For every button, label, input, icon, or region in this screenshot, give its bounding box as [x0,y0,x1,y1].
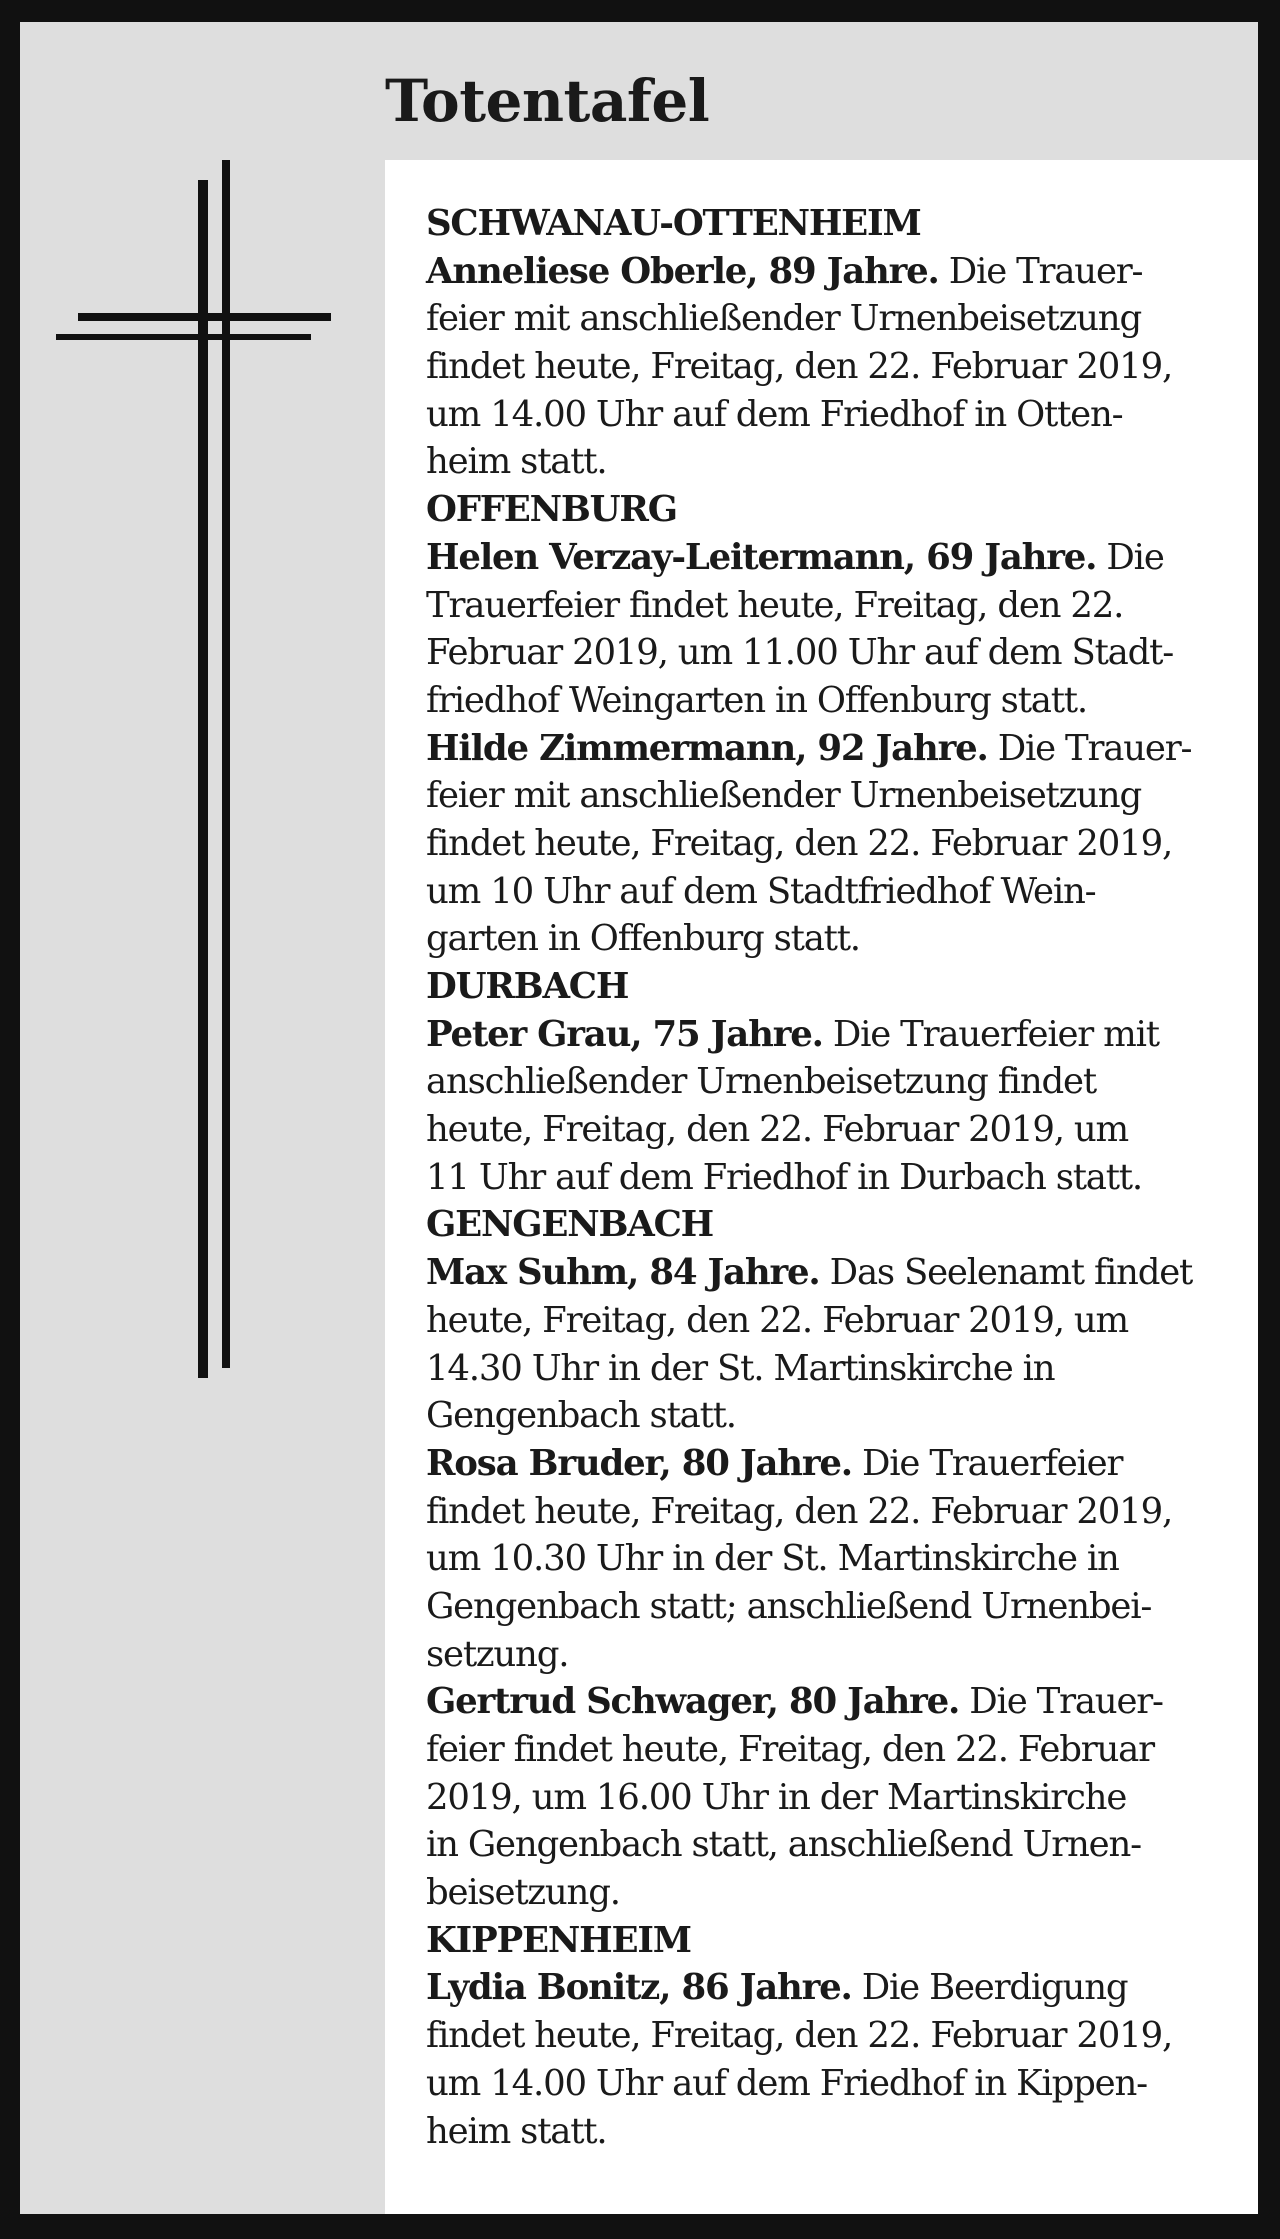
cross-horizontal-bar-2 [56,334,311,340]
text-line [426,1774,1236,1822]
entry-name: Lydia Bonitz, 86 Jahre. [426,1967,852,2009]
entry-text: anschließender Urnenbeisetzung findet [426,1061,1096,1103]
entry-text: friedhof Weingarten in Offenburg statt. [426,679,1087,721]
entry-text: Die Beerdigung [851,1967,1128,2009]
entry-text: garten in Offenburg statt. [426,918,860,960]
text-line [426,1011,1236,1059]
entry-text: um 10.30 Uhr in der St. Martinskirche in [426,1538,1119,1580]
text-line [426,1154,1236,1202]
text-line [426,2060,1236,2108]
text-line [426,1583,1236,1631]
entry-text: findet heute, Freitag, den 22. Februar 2019, [426,1490,1173,1532]
text-line [426,1631,1236,1679]
place-heading: GENGENBACH [426,1204,713,1246]
entry-text: in Gengenbach statt, anschließend Urnen- [426,1824,1141,1866]
text-line [426,1964,1236,2012]
entry-text: setzung. [426,1633,569,1675]
text-line [426,1106,1236,1154]
text-line [426,963,1236,1011]
entry-name: Peter Grau, 75 Jahre. [426,1013,823,1055]
text-line [426,438,1236,486]
text-line [426,486,1236,534]
text-line [426,725,1236,773]
text-line [426,1535,1236,1583]
entry-text: um 10 Uhr auf dem Stadtfriedhof Wein- [426,870,1096,912]
text-line [426,295,1236,343]
text-line [426,1869,1236,1917]
entry-text: Trauerfeier findet heute, Freitag, den 22. [426,584,1124,626]
entry-text: Die Trauer- [959,1681,1163,1723]
entry-name: Helen Verzay-Leitermann, 69 Jahre. [426,536,1097,578]
cross-horizontal-bar-1 [78,313,331,321]
cross-vertical-bar-2 [222,160,230,1368]
text-line [426,1440,1236,1488]
text-line [426,391,1236,439]
entry-text: Die [1096,536,1164,578]
entry-text: 2019, um 16.00 Uhr in der Martinskirche [426,1776,1127,1818]
text-line [426,200,1236,248]
entry-name: Anneliese Oberle, 89 Jahre. [426,250,939,292]
entry-text: heute, Freitag, den 22. Februar 2019, um [426,1109,1129,1151]
text-line [426,868,1236,916]
text-line [426,629,1236,677]
entry-text: feier mit anschließender Urnenbeisetzung [426,775,1141,817]
text-line [426,820,1236,868]
entry-text: 11 Uhr auf dem Friedhof in Durbach statt. [426,1156,1142,1198]
entry-name: Max Suhm, 84 Jahre. [426,1252,820,1294]
text-line [426,1345,1236,1393]
text-line [426,1488,1236,1536]
entry-text: heim statt. [426,441,607,483]
entry-text: findet heute, Freitag, den 22. Februar 2019, [426,346,1173,388]
page-title: Totentafel [385,67,710,135]
place-heading: OFFENBURG [426,489,677,531]
entry-text: findet heute, Freitag, den 22. Februar 2019, [426,822,1173,864]
place-heading: SCHWANAU-OTTENHEIM [426,203,921,244]
entry-text: Die Trauerfeier [851,1442,1123,1484]
entry-text: Das Seelenamt findet [819,1252,1193,1294]
text-line [426,915,1236,963]
entry-text: findet heute, Freitag, den 22. Februar 2019, [426,2015,1173,2057]
entry-text: um 14.00 Uhr auf dem Friedhof in Otten- [426,393,1123,435]
entry-name: Rosa Bruder, 80 Jahre. [426,1442,852,1484]
entry-text: heute, Freitag, den 22. Februar 2019, um [426,1299,1129,1341]
cross-icon [0,0,380,1400]
entry-text: Die Trauer- [987,727,1192,769]
entry-text: Februar 2019, um 11.00 Uhr auf dem Stadt- [426,632,1174,674]
text-line [426,1726,1236,1774]
entry-text: Die Trauer- [938,250,1143,292]
entry-text: 14.30 Uhr in der St. Martinskirche in [426,1347,1055,1389]
text-line [426,1678,1236,1726]
entry-text: beisetzung. [426,1872,620,1914]
entry-text: Die Trauerfeier mit [822,1013,1159,1055]
text-line [426,677,1236,725]
place-heading: DURBACH [426,966,629,1007]
text-line [426,2012,1236,2060]
text-line [426,1058,1236,1106]
text-line [426,1821,1236,1869]
entry-name: Hilde Zimmermann, 92 Jahre. [426,727,988,769]
cross-vertical-bar-1 [198,180,208,1378]
text-line [426,1297,1236,1345]
obituary-text [426,200,1236,2155]
text-line [426,1917,1236,1965]
entry-text: Gengenbach statt. [426,1395,736,1437]
entry-name: Gertrud Schwager, 80 Jahre. [426,1681,960,1723]
entry-text: um 14.00 Uhr auf dem Friedhof in Kippen- [426,2062,1147,2104]
text-line [426,1392,1236,1440]
text-line [426,1201,1236,1249]
text-line [426,2108,1236,2156]
text-line [426,343,1236,391]
text-line [426,1249,1236,1297]
place-heading: KIPPENHEIM [426,1919,691,1961]
entry-text: Gengenbach statt; anschließend Urnenbei- [426,1585,1152,1627]
entry-text: heim statt. [426,2110,607,2152]
text-line [426,772,1236,820]
entry-text: feier mit anschließender Urnenbeisetzung [426,298,1141,340]
text-line [426,582,1236,630]
entry-text: feier findet heute, Freitag, den 22. Februar [426,1729,1154,1770]
text-line [426,534,1236,582]
text-line [426,248,1236,296]
